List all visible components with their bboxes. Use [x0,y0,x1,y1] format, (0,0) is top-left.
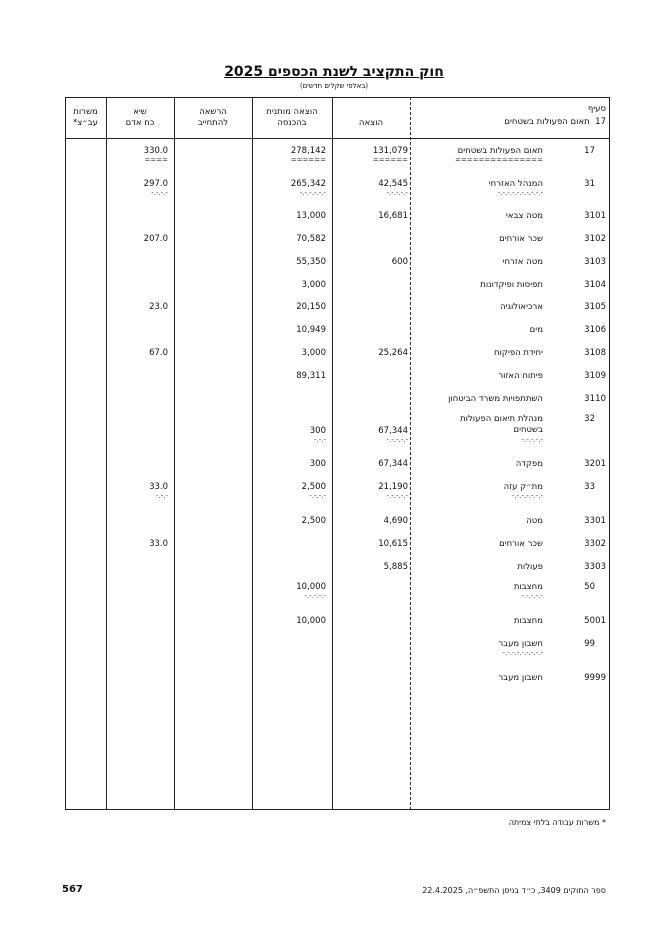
row-name: המנהל האזרחי [488,179,543,189]
row-code-sub: 02 [595,234,606,244]
expense-value: 5,885 [383,562,408,572]
peak-underline: -.-.- [155,492,168,500]
expense-value: 16,681 [378,211,408,221]
row-name: מטה צבאי [505,211,543,221]
row-name: מנהלת תיאום הפעולות [460,414,543,424]
expense-underline: -.-.-.-.- [386,436,408,444]
row-name: מים [529,325,543,335]
conditional-value: 55,350 [296,257,326,267]
row-code-main: 31 [584,394,595,404]
row-code-main: 31 [584,211,595,221]
expense-underline: ====== [372,156,408,164]
row-name: תאום הפעולות בשטחים [457,146,543,156]
conditional-value: 10,949 [296,325,326,335]
row-code-sub: 09 [595,371,606,381]
expense-underline: -.-.-.-.- [386,189,408,197]
row-name: יחידת הפיקוח [494,348,543,358]
row-name: מת״ק עזה [503,482,543,492]
row-code-main: 31 [584,348,595,358]
row-code-main: 31 [584,179,595,189]
row-code-main: 99 [584,673,595,683]
peak-underline: ==== [144,156,168,164]
conditional-value: 300 [309,426,326,436]
row-name: מחצבות [513,582,543,592]
page-title: חוק התקציב לשנת הכספים 2025 [224,64,444,80]
row-name-underline: -.-.-.-.-.-.-.-.-.- [497,189,543,197]
header-section-title: 17 תאום הפעולות בשטחים [504,117,606,127]
footnote: * משרות עבודה בלתי צמיתה [508,818,606,827]
row-name: חשבון מעבר [498,673,543,683]
conditional-value: 3,000 [301,280,326,290]
expense-underline: -.-.-.-.- [386,492,408,500]
column-divider [410,97,411,810]
row-name-continued: בשטחים [513,425,543,435]
row-name: מפקדה [515,459,543,469]
peak-manpower-value: 33.0 [149,482,168,492]
row-name: מטה [526,516,543,526]
conditional-value: 70,582 [296,234,326,244]
row-name: השתתפויות משרד הביטחון [448,394,543,404]
expense-value: 4,690 [383,516,408,526]
conditional-value: 3,000 [301,348,326,358]
expense-value: 21,190 [378,482,408,492]
conditional-value: 10,000 [296,582,326,592]
conditional-underline: ====== [290,156,326,164]
row-code-main: 32 [584,459,595,469]
header-section-label: סעיף [587,104,606,114]
row-code-main: 33 [584,562,595,572]
row-code-sub: 06 [595,325,606,335]
row-code-main: 31 [584,371,595,381]
conditional-value: 278,142 [290,146,326,156]
row-code-sub: 04 [595,280,606,290]
expense-value: 10,615 [378,539,408,549]
conditional-value: 265,342 [290,179,326,189]
column-divider [332,97,333,810]
row-code-sub: 01 [595,616,606,626]
row-code-main: 31 [584,302,595,312]
row-code-main: 32 [584,414,595,424]
row-name-underline: -.-.-.-.-.-.-.-.- [502,649,543,657]
row-name: שכר אורחים [499,539,543,549]
conditional-underline: -.-.- [313,436,326,444]
row-name: חשבון מעבר [498,639,543,649]
row-code-main: 33 [584,516,595,526]
expense-value: 600 [391,257,408,267]
peak-underline: -.-.-.- [151,189,168,197]
expense-value: 67,344 [378,426,408,436]
conditional-value: 13,000 [296,211,326,221]
column-divider [174,97,175,810]
conditional-underline: -.-.-.-.-.- [299,189,326,197]
peak-manpower-value: 297.0 [143,179,168,189]
expense-value: 131,079 [372,146,408,156]
conditional-underline: -.-.-.-.- [304,592,326,600]
header-rule [65,138,610,139]
row-code-main: 31 [584,325,595,335]
conditional-value: 300 [309,459,326,469]
budget-table [65,97,610,810]
header-expense: הוצאה [358,118,384,128]
header-conditional: הוצאה מותנית בהכנסה [266,107,318,128]
publication-line: ספר החוקים 3409, כ״ד בניסן התשפ״ה, 22.4.2025 [422,886,606,895]
conditional-value: 10,000 [296,616,326,626]
column-divider [106,97,107,810]
row-code-sub: 02 [595,539,606,549]
row-code-main: 17 [584,146,595,156]
conditional-value: 2,500 [301,482,326,492]
page-number: 567 [62,884,83,895]
row-name-underline: -.-.-.-.- [521,436,543,444]
peak-manpower-value: 33.0 [149,539,168,549]
conditional-underline: -.-.-.- [309,492,326,500]
row-code-sub: 01 [595,516,606,526]
conditional-value: 2,500 [301,516,326,526]
row-name-underline: -.-.-.-.- [521,592,543,600]
row-code-main: 31 [584,257,595,267]
row-code-sub: 10 [595,394,606,404]
row-code-main: 50 [584,582,595,592]
row-name: ארכיאולוגיה [500,302,543,312]
peak-manpower-value: 330.0 [143,146,168,156]
row-code-sub: 03 [595,257,606,267]
row-name: מחצבות [513,616,543,626]
row-code-main: 33 [584,539,595,549]
row-name: פיתוח האזור [498,371,543,381]
row-code-main: 99 [584,639,595,649]
row-name: תפיסות ופיקדונות [480,280,543,290]
column-divider [252,97,253,810]
row-code-sub: 05 [595,302,606,312]
header-commitment: הרשאה להתחייב [197,107,229,128]
conditional-value: 89,311 [296,371,326,381]
peak-manpower-value: 23.0 [149,302,168,312]
expense-value: 67,344 [378,459,408,469]
row-code-main: 33 [584,482,595,492]
row-code-sub: 99 [595,673,606,683]
page-subtitle: (באלפי שקלים חדשים) [299,82,369,90]
row-code-main: 31 [584,234,595,244]
peak-manpower-value: 67.0 [149,348,168,358]
row-code-sub: 01 [595,459,606,469]
row-code-sub: 01 [595,211,606,221]
row-name-underline: =============== [455,156,543,164]
row-code-main: 31 [584,280,595,290]
header-peak-manpower: שיא כח אדם [125,107,155,128]
row-code-sub: 08 [595,348,606,358]
row-name: מטה אזרחי [502,257,543,267]
row-code-sub: 03 [595,562,606,572]
expense-value: 25,264 [378,348,408,358]
row-code-main: 50 [584,616,595,626]
header-positions: משרות עב״צ* [72,107,98,128]
row-name-underline: -.-.-.-.-.-.- [511,492,543,500]
row-name: פעולות [517,562,543,572]
expense-value: 42,545 [378,179,408,189]
row-name: שכר אורחים [499,234,543,244]
peak-manpower-value: 207.0 [143,234,168,244]
conditional-value: 20,150 [296,302,326,312]
